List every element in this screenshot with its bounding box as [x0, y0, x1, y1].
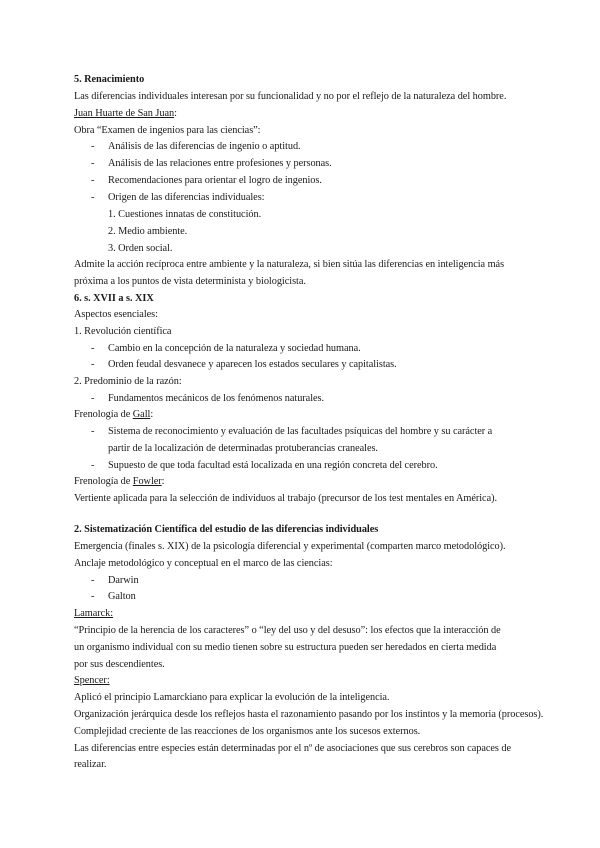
list-item: Sistema de reconocimiento y evaluación de las facultades psíquicas del hombre y su carácter a [108, 426, 493, 437]
paragraph: Las diferencias individuales interesan por su funcionalidad y no por el reflejo de la naturaleza del hombre. [74, 91, 507, 102]
list-item: Análisis de las diferencias de ingenio o aptitud. [108, 141, 301, 152]
bullet-dash: - [91, 426, 95, 437]
author-line [74, 107, 177, 120]
bullet-dash: - [91, 141, 95, 152]
paragraph: Anclaje metodológico y conceptual en el marco de las ciencias: [74, 558, 333, 569]
gall-prefix: Frenología de [74, 409, 133, 420]
numbered-item: 2. Predominio de la razón: [74, 376, 182, 387]
author-suffix: : [174, 108, 177, 119]
fowler-prefix: Frenología de [74, 476, 133, 487]
numbered-item: 1. Revolución científica [74, 326, 172, 337]
paragraph: “Principio de la herencia de los caracteres” o “ley del uso y del desuso”: los efectos que la interacción de [74, 625, 501, 636]
list-item: Galton [108, 591, 136, 602]
bullet-dash: - [91, 158, 95, 169]
paragraph: Emergencia (finales s. XIX) de la psicología diferencial y experimental (comparten marco metodológico). [74, 541, 506, 552]
section-heading-sistematizacion: 2. Sistematización Científica del estudio de las diferencias individuales [74, 524, 379, 535]
section-heading-xvii-xix: 6. s. XVII a s. XIX [74, 293, 154, 304]
paragraph: por sus descendientes. [74, 659, 165, 670]
fowler-suffix: : [161, 476, 165, 487]
paragraph: Aspectos esenciales: [74, 309, 158, 320]
paragraph: un organismo individual con su medio tienen sobre su estructura pueden ser heredados en cierta medida [74, 642, 497, 653]
paragraph: Obra “Examen de ingenios para las ciencias”: [74, 125, 261, 136]
bullet-dash: - [91, 343, 95, 354]
list-item: Orden feudal desvanece y aparecen los estados seculares y capitalistas. [108, 359, 397, 370]
numbered-item: 3. Orden social. [108, 243, 173, 254]
list-item: Supuesto de que toda facultad está localizada en una región concreta del cerebro. [108, 460, 438, 471]
gall-suffix: : [150, 409, 154, 420]
paragraph: Vertiente aplicada para la selección de individuos al trabajo (precursor de los test mentales en América). [74, 493, 497, 504]
paragraph: Las diferencias entre especies están determinadas por el nº de asociaciones que sus cerebros son capaces de [74, 743, 511, 754]
list-item: Darwin [108, 575, 139, 586]
paragraph: Organización jerárquica desde los reflejos hasta el razonamiento pasando por los instintos y la memoria (procesos). [74, 709, 544, 720]
list-item: Fundamentos mecánicos de los fenómenos naturales. [108, 393, 325, 404]
fowler-name: Fowler [132, 476, 162, 487]
paragraph: realizar. [74, 759, 107, 770]
list-item: Cambio en la concepción de la naturaleza y sociedad humana. [108, 343, 361, 354]
gall-name: Gall [132, 409, 151, 420]
bullet-dash: - [91, 460, 95, 471]
spencer-heading: Spencer: [74, 675, 110, 686]
bullet-dash: - [91, 192, 95, 203]
paragraph: Admite la acción recíproca entre ambiente y la naturaleza, si bien sitúa las diferencias en inteligencia más [74, 259, 505, 270]
bullet-dash: - [91, 591, 95, 602]
bullet-dash: - [91, 359, 95, 370]
author-name: Juan Huarte de San Juan [74, 108, 175, 119]
list-item: Origen de las diferencias individuales: [108, 192, 265, 203]
list-item: Análisis de las relaciones entre profesiones y personas. [108, 158, 332, 169]
paragraph: Complejidad creciente de las reacciones de los organismos ante los sucesos externos. [74, 726, 421, 737]
lamarck-heading: Lamarck: [74, 608, 114, 619]
bullet-dash: - [91, 175, 95, 186]
gall-line [74, 408, 153, 421]
fowler-line [74, 475, 164, 488]
numbered-item: 2. Medio ambiente. [108, 226, 188, 237]
numbered-item: 1. Cuestiones innatas de constitución. [108, 209, 262, 220]
bullet-dash: - [91, 393, 95, 404]
list-item: Recomendaciones para orientar el logro de ingenios. [108, 175, 322, 186]
section-heading-renacimiento: 5. Renacimiento [74, 74, 145, 85]
paragraph: próxima a los puntos de vista determinista y biologicista. [74, 276, 306, 287]
bullet-dash: - [91, 575, 95, 586]
list-item-continuation: partir de la localización de determinadas protuberancias craneales. [108, 443, 378, 454]
paragraph: Aplicó el principio Lamarckiano para explicar la evolución de la inteligencia. [74, 692, 390, 703]
